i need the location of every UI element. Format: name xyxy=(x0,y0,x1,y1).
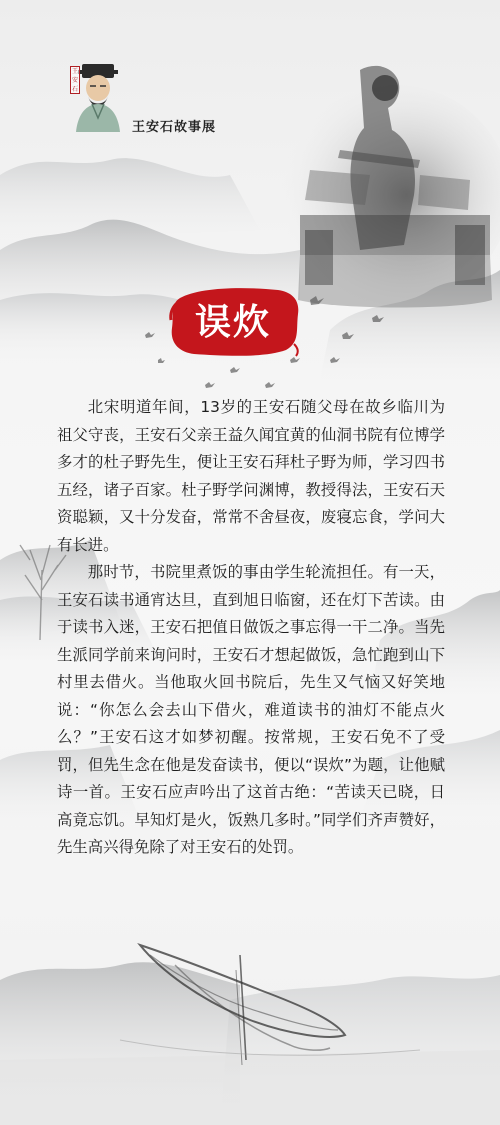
story-paragraph: 那时节，书院里煮饭的事由学生轮流担任。有一天，王安石读书通宵达旦，直到旭日临窗，还在灯下苦读。由于读书入迷，王安石把值日做饭之事忘得一干二净。当先生派同学前来询问时，王安石才想起做饭，急忙跑到山下村里去借火。当他取火回书院后，先生又气恼又好笑地说：“你怎么会去山下借火，难道读书的油灯不能点火么？”王安石这才如梦初醒。按常规，王安石免不了受罚，但先生念在他是发奋读书，便以“误炊”为题，让他赋诗一首。王安石应声吟出了这首古绝：“苦读天已晓，日高竟忘饥。早知灯是火，饭熟几多时。”同学们齐声赞好，先生高兴得免除了对王安石的处罚。 xyxy=(57,563,445,856)
story-text xyxy=(57,394,445,862)
scholar-at-desk-illustration xyxy=(280,66,500,308)
story-title: 误炊 xyxy=(194,301,271,343)
name-seal: 王安石 xyxy=(71,68,78,93)
story-paragraph: 北宋明道年间，13岁的王安石随父母在故乡临川为祖父守丧，王安石父亲王益久闻宜黄的仙洞书院有位博学多才的杜子野先生，便让王安石拜杜子野为师，学习四书五经，诸子百家。杜子野学问渊博，教授得法，王安石天资聪颖，又十分发奋，常常不舍昼夜，废寝忘食，学问大有长进。 xyxy=(57,398,445,554)
exhibit-header xyxy=(70,60,270,140)
exhibit-title: 王安石故事展 xyxy=(132,120,217,135)
